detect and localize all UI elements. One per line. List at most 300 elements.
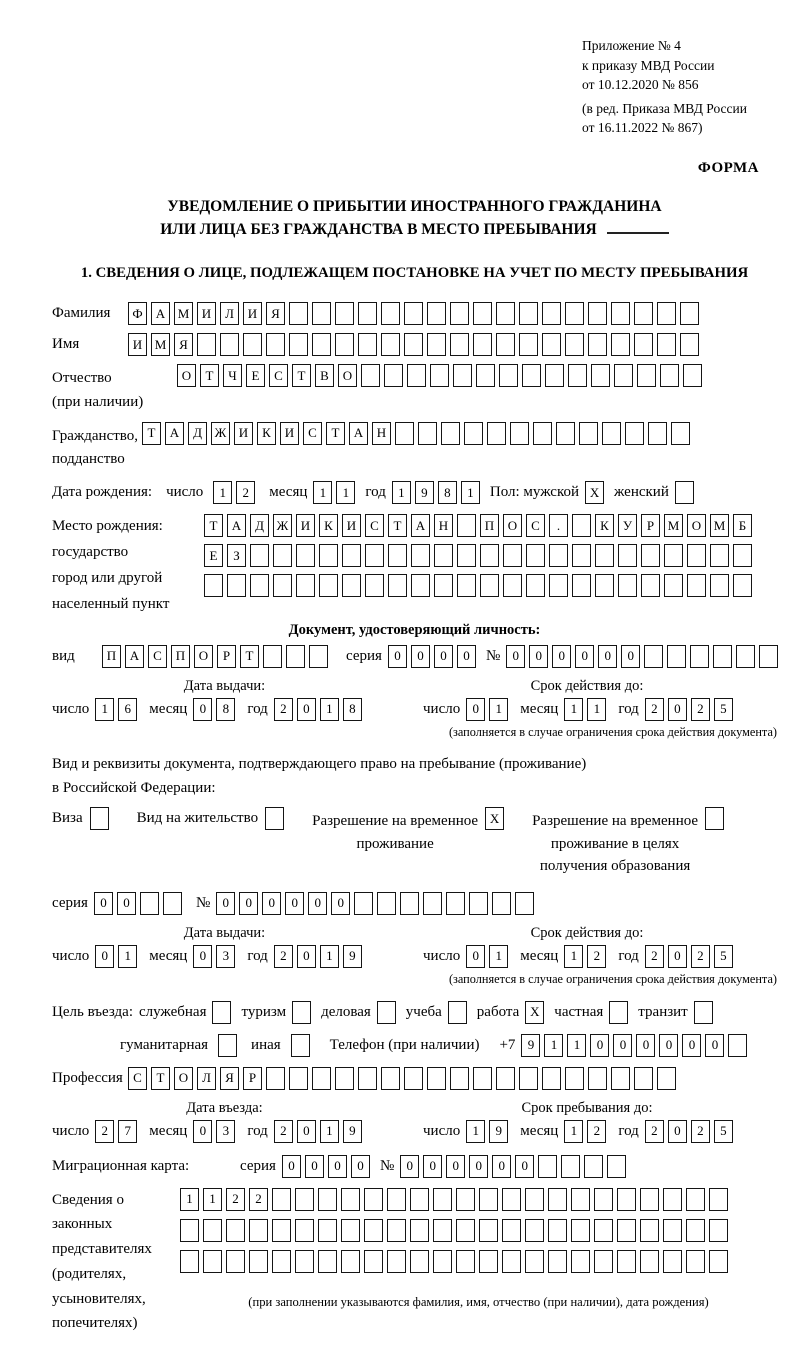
char-cell[interactable]: 2: [236, 481, 255, 504]
char-cell[interactable]: 0: [328, 1155, 347, 1178]
char-cell[interactable]: [648, 422, 667, 445]
char-cell[interactable]: 0: [466, 945, 485, 968]
char-cell[interactable]: У: [618, 514, 637, 537]
char-cell[interactable]: 2: [274, 945, 293, 968]
char-cell[interactable]: 1: [95, 698, 114, 721]
char-cell[interactable]: [364, 1188, 383, 1211]
char-cell[interactable]: [263, 645, 282, 668]
char-cell[interactable]: 5: [714, 945, 733, 968]
char-cell[interactable]: [487, 422, 506, 445]
char-cell[interactable]: [548, 1188, 567, 1211]
char-cell[interactable]: [289, 302, 308, 325]
char-cell[interactable]: [611, 302, 630, 325]
char-cell[interactable]: [456, 1250, 475, 1273]
char-cell[interactable]: [607, 1155, 626, 1178]
char-cell[interactable]: [473, 333, 492, 356]
char-cell[interactable]: М: [664, 514, 683, 537]
char-cell[interactable]: [312, 333, 331, 356]
char-cell[interactable]: 0: [305, 1155, 324, 1178]
char-cell[interactable]: [565, 333, 584, 356]
char-cell[interactable]: 0: [95, 945, 114, 968]
char-cell[interactable]: 1: [544, 1034, 563, 1057]
char-cell[interactable]: С: [269, 364, 288, 387]
char-cell[interactable]: 0: [216, 892, 235, 915]
char-cell[interactable]: [354, 892, 373, 915]
char-cell[interactable]: 0: [506, 645, 525, 668]
char-cell[interactable]: 1: [489, 698, 508, 721]
char-cell[interactable]: 1: [564, 1120, 583, 1143]
char-cell[interactable]: [272, 1188, 291, 1211]
char-cell[interactable]: [545, 364, 564, 387]
char-cell[interactable]: 2: [587, 1120, 606, 1143]
char-cell[interactable]: [197, 333, 216, 356]
char-cell[interactable]: В: [315, 364, 334, 387]
char-cell[interactable]: И: [197, 302, 216, 325]
char-cell[interactable]: [272, 1219, 291, 1242]
char-cell[interactable]: [686, 1219, 705, 1242]
char-cell[interactable]: [342, 574, 361, 597]
char-cell[interactable]: [273, 574, 292, 597]
char-cell[interactable]: [515, 892, 534, 915]
char-cell[interactable]: [286, 645, 305, 668]
char-cell[interactable]: [611, 333, 630, 356]
char-cell[interactable]: 2: [691, 945, 710, 968]
char-cell[interactable]: [309, 645, 328, 668]
char-cell[interactable]: [479, 1219, 498, 1242]
char-cell[interactable]: Т: [151, 1067, 170, 1090]
char-cell[interactable]: 1: [466, 1120, 485, 1143]
char-cell[interactable]: [479, 1188, 498, 1211]
char-cell[interactable]: [657, 1067, 676, 1090]
char-cell[interactable]: 1: [392, 481, 411, 504]
char-cell[interactable]: [341, 1188, 360, 1211]
char-cell[interactable]: [519, 1067, 538, 1090]
char-cell[interactable]: 1: [180, 1188, 199, 1211]
char-cell[interactable]: [549, 574, 568, 597]
char-cell[interactable]: 0: [659, 1034, 678, 1057]
char-cell[interactable]: Н: [434, 514, 453, 537]
char-cell[interactable]: 1: [213, 481, 232, 504]
purpose-business-checkbox[interactable]: [377, 1001, 396, 1024]
char-cell[interactable]: 0: [400, 1155, 419, 1178]
char-cell[interactable]: [250, 574, 269, 597]
char-cell[interactable]: [503, 574, 522, 597]
char-cell[interactable]: 0: [193, 945, 212, 968]
char-cell[interactable]: 0: [590, 1034, 609, 1057]
char-cell[interactable]: [226, 1250, 245, 1273]
sex-female-checkbox[interactable]: [675, 481, 694, 504]
char-cell[interactable]: И: [280, 422, 299, 445]
char-cell[interactable]: И: [128, 333, 147, 356]
char-cell[interactable]: 1: [320, 1120, 339, 1143]
char-cell[interactable]: [450, 1067, 469, 1090]
char-cell[interactable]: [387, 1219, 406, 1242]
char-cell[interactable]: [411, 574, 430, 597]
char-cell[interactable]: Т: [204, 514, 223, 537]
char-cell[interactable]: А: [349, 422, 368, 445]
purpose-work-checkbox[interactable]: X: [525, 1001, 544, 1024]
char-cell[interactable]: С: [365, 514, 384, 537]
char-cell[interactable]: [686, 1188, 705, 1211]
char-cell[interactable]: [496, 302, 515, 325]
char-cell[interactable]: [476, 364, 495, 387]
char-cell[interactable]: [634, 302, 653, 325]
char-cell[interactable]: [404, 1067, 423, 1090]
char-cell[interactable]: [680, 302, 699, 325]
purpose-study-checkbox[interactable]: [448, 1001, 467, 1024]
char-cell[interactable]: [663, 1188, 682, 1211]
char-cell[interactable]: [641, 574, 660, 597]
char-cell[interactable]: 0: [529, 645, 548, 668]
char-cell[interactable]: [295, 1219, 314, 1242]
char-cell[interactable]: [163, 892, 182, 915]
char-cell[interactable]: [549, 544, 568, 567]
char-cell[interactable]: К: [319, 514, 338, 537]
char-cell[interactable]: [572, 544, 591, 567]
char-cell[interactable]: Я: [220, 1067, 239, 1090]
char-cell[interactable]: [469, 892, 488, 915]
char-cell[interactable]: [525, 1250, 544, 1273]
char-cell[interactable]: [457, 514, 476, 537]
char-cell[interactable]: 0: [682, 1034, 701, 1057]
char-cell[interactable]: [410, 1188, 429, 1211]
char-cell[interactable]: [434, 574, 453, 597]
char-cell[interactable]: [473, 302, 492, 325]
char-cell[interactable]: 0: [423, 1155, 442, 1178]
char-cell[interactable]: [710, 544, 729, 567]
char-cell[interactable]: П: [171, 645, 190, 668]
char-cell[interactable]: [713, 645, 732, 668]
char-cell[interactable]: Е: [204, 544, 223, 567]
char-cell[interactable]: [572, 574, 591, 597]
char-cell[interactable]: [519, 333, 538, 356]
char-cell[interactable]: 0: [446, 1155, 465, 1178]
char-cell[interactable]: С: [526, 514, 545, 537]
char-cell[interactable]: 0: [117, 892, 136, 915]
char-cell[interactable]: 5: [714, 698, 733, 721]
char-cell[interactable]: [227, 574, 246, 597]
char-cell[interactable]: Л: [197, 1067, 216, 1090]
char-cell[interactable]: [617, 1188, 636, 1211]
char-cell[interactable]: К: [595, 514, 614, 537]
char-cell[interactable]: 0: [434, 645, 453, 668]
char-cell[interactable]: И: [234, 422, 253, 445]
char-cell[interactable]: З: [227, 544, 246, 567]
char-cell[interactable]: 0: [575, 645, 594, 668]
char-cell[interactable]: [687, 544, 706, 567]
char-cell[interactable]: [377, 892, 396, 915]
char-cell[interactable]: 1: [564, 698, 583, 721]
char-cell[interactable]: [686, 1250, 705, 1273]
char-cell[interactable]: [584, 1155, 603, 1178]
temp-residence-education-checkbox[interactable]: [705, 807, 724, 830]
char-cell[interactable]: [361, 364, 380, 387]
char-cell[interactable]: [618, 544, 637, 567]
char-cell[interactable]: 2: [645, 1120, 664, 1143]
char-cell[interactable]: [381, 1067, 400, 1090]
char-cell[interactable]: [594, 1188, 613, 1211]
char-cell[interactable]: [335, 302, 354, 325]
char-cell[interactable]: [595, 544, 614, 567]
char-cell[interactable]: 0: [466, 698, 485, 721]
char-cell[interactable]: [594, 1219, 613, 1242]
char-cell[interactable]: М: [151, 333, 170, 356]
char-cell[interactable]: 1: [203, 1188, 222, 1211]
char-cell[interactable]: 0: [469, 1155, 488, 1178]
char-cell[interactable]: 0: [282, 1155, 301, 1178]
purpose-transit-checkbox[interactable]: [694, 1001, 713, 1024]
char-cell[interactable]: [709, 1250, 728, 1273]
char-cell[interactable]: 0: [668, 1120, 687, 1143]
char-cell[interactable]: [538, 1155, 557, 1178]
char-cell[interactable]: [664, 574, 683, 597]
char-cell[interactable]: О: [174, 1067, 193, 1090]
char-cell[interactable]: [180, 1250, 199, 1273]
char-cell[interactable]: [568, 364, 587, 387]
char-cell[interactable]: [433, 1250, 452, 1273]
char-cell[interactable]: [388, 544, 407, 567]
char-cell[interactable]: [249, 1219, 268, 1242]
char-cell[interactable]: [479, 1250, 498, 1273]
char-cell[interactable]: 1: [489, 945, 508, 968]
char-cell[interactable]: [319, 574, 338, 597]
char-cell[interactable]: [733, 544, 752, 567]
purpose-humanitarian-checkbox[interactable]: [218, 1034, 237, 1057]
char-cell[interactable]: Р: [217, 645, 236, 668]
char-cell[interactable]: 1: [564, 945, 583, 968]
char-cell[interactable]: [204, 574, 223, 597]
char-cell[interactable]: А: [227, 514, 246, 537]
char-cell[interactable]: 2: [226, 1188, 245, 1211]
char-cell[interactable]: Ч: [223, 364, 242, 387]
char-cell[interactable]: [395, 422, 414, 445]
char-cell[interactable]: [427, 1067, 446, 1090]
char-cell[interactable]: Т: [240, 645, 259, 668]
char-cell[interactable]: 7: [118, 1120, 137, 1143]
visa-checkbox[interactable]: [90, 807, 109, 830]
char-cell[interactable]: [430, 364, 449, 387]
char-cell[interactable]: [709, 1219, 728, 1242]
char-cell[interactable]: 0: [193, 1120, 212, 1143]
char-cell[interactable]: 9: [343, 1120, 362, 1143]
char-cell[interactable]: 8: [343, 698, 362, 721]
char-cell[interactable]: [640, 1250, 659, 1273]
char-cell[interactable]: [273, 544, 292, 567]
char-cell[interactable]: К: [257, 422, 276, 445]
char-cell[interactable]: 0: [297, 1120, 316, 1143]
char-cell[interactable]: [342, 544, 361, 567]
char-cell[interactable]: [503, 544, 522, 567]
char-cell[interactable]: [571, 1188, 590, 1211]
char-cell[interactable]: Т: [200, 364, 219, 387]
char-cell[interactable]: [250, 544, 269, 567]
char-cell[interactable]: П: [480, 514, 499, 537]
char-cell[interactable]: [457, 544, 476, 567]
char-cell[interactable]: 1: [336, 481, 355, 504]
char-cell[interactable]: [525, 1219, 544, 1242]
char-cell[interactable]: [664, 544, 683, 567]
char-cell[interactable]: [634, 1067, 653, 1090]
char-cell[interactable]: [410, 1219, 429, 1242]
char-cell[interactable]: 5: [714, 1120, 733, 1143]
char-cell[interactable]: 0: [515, 1155, 534, 1178]
char-cell[interactable]: [602, 422, 621, 445]
char-cell[interactable]: Д: [250, 514, 269, 537]
char-cell[interactable]: [433, 1219, 452, 1242]
char-cell[interactable]: [657, 302, 676, 325]
purpose-official-checkbox[interactable]: [212, 1001, 231, 1024]
char-cell[interactable]: 2: [691, 698, 710, 721]
char-cell[interactable]: [660, 364, 679, 387]
char-cell[interactable]: [496, 1067, 515, 1090]
char-cell[interactable]: 1: [313, 481, 332, 504]
char-cell[interactable]: С: [148, 645, 167, 668]
char-cell[interactable]: [640, 1188, 659, 1211]
char-cell[interactable]: 0: [297, 945, 316, 968]
char-cell[interactable]: [641, 544, 660, 567]
char-cell[interactable]: [226, 1219, 245, 1242]
char-cell[interactable]: 2: [249, 1188, 268, 1211]
char-cell[interactable]: 2: [645, 698, 664, 721]
char-cell[interactable]: [519, 302, 538, 325]
char-cell[interactable]: [407, 364, 426, 387]
char-cell[interactable]: [433, 1188, 452, 1211]
char-cell[interactable]: [295, 1250, 314, 1273]
char-cell[interactable]: [510, 422, 529, 445]
char-cell[interactable]: [365, 544, 384, 567]
char-cell[interactable]: 0: [94, 892, 113, 915]
char-cell[interactable]: А: [165, 422, 184, 445]
char-cell[interactable]: [710, 574, 729, 597]
char-cell[interactable]: О: [177, 364, 196, 387]
char-cell[interactable]: [457, 574, 476, 597]
char-cell[interactable]: [418, 422, 437, 445]
char-cell[interactable]: [687, 574, 706, 597]
char-cell[interactable]: М: [174, 302, 193, 325]
char-cell[interactable]: [617, 1250, 636, 1273]
char-cell[interactable]: [446, 892, 465, 915]
char-cell[interactable]: 0: [411, 645, 430, 668]
char-cell[interactable]: [450, 333, 469, 356]
char-cell[interactable]: [220, 333, 239, 356]
char-cell[interactable]: [335, 1067, 354, 1090]
char-cell[interactable]: 2: [95, 1120, 114, 1143]
char-cell[interactable]: [387, 1250, 406, 1273]
char-cell[interactable]: 0: [331, 892, 350, 915]
char-cell[interactable]: 8: [438, 481, 457, 504]
char-cell[interactable]: [318, 1219, 337, 1242]
char-cell[interactable]: [657, 333, 676, 356]
char-cell[interactable]: [441, 422, 460, 445]
char-cell[interactable]: 0: [239, 892, 258, 915]
char-cell[interactable]: [358, 302, 377, 325]
purpose-tourism-checkbox[interactable]: [292, 1001, 311, 1024]
char-cell[interactable]: 1: [461, 481, 480, 504]
char-cell[interactable]: 6: [118, 698, 137, 721]
char-cell[interactable]: [611, 1067, 630, 1090]
char-cell[interactable]: [617, 1219, 636, 1242]
char-cell[interactable]: [384, 364, 403, 387]
char-cell[interactable]: Б: [733, 514, 752, 537]
char-cell[interactable]: [634, 333, 653, 356]
char-cell[interactable]: [671, 422, 690, 445]
char-cell[interactable]: И: [342, 514, 361, 537]
char-cell[interactable]: 0: [621, 645, 640, 668]
char-cell[interactable]: [358, 333, 377, 356]
char-cell[interactable]: [542, 333, 561, 356]
char-cell[interactable]: [588, 1067, 607, 1090]
char-cell[interactable]: .: [549, 514, 568, 537]
char-cell[interactable]: [736, 645, 755, 668]
char-cell[interactable]: [423, 892, 442, 915]
char-cell[interactable]: 0: [308, 892, 327, 915]
char-cell[interactable]: [644, 645, 663, 668]
char-cell[interactable]: 0: [613, 1034, 632, 1057]
char-cell[interactable]: 0: [297, 698, 316, 721]
char-cell[interactable]: И: [296, 514, 315, 537]
temp-residence-checkbox[interactable]: X: [485, 807, 504, 830]
char-cell[interactable]: [571, 1250, 590, 1273]
char-cell[interactable]: [266, 333, 285, 356]
char-cell[interactable]: 1: [567, 1034, 586, 1057]
char-cell[interactable]: [341, 1219, 360, 1242]
char-cell[interactable]: [667, 645, 686, 668]
char-cell[interactable]: [464, 422, 483, 445]
char-cell[interactable]: 0: [193, 698, 212, 721]
char-cell[interactable]: [249, 1250, 268, 1273]
char-cell[interactable]: 0: [262, 892, 281, 915]
char-cell[interactable]: 0: [705, 1034, 724, 1057]
char-cell[interactable]: [456, 1219, 475, 1242]
char-cell[interactable]: 0: [388, 645, 407, 668]
char-cell[interactable]: О: [194, 645, 213, 668]
char-cell[interactable]: 0: [552, 645, 571, 668]
char-cell[interactable]: 0: [636, 1034, 655, 1057]
char-cell[interactable]: [411, 544, 430, 567]
char-cell[interactable]: [434, 544, 453, 567]
char-cell[interactable]: [625, 422, 644, 445]
char-cell[interactable]: М: [710, 514, 729, 537]
char-cell[interactable]: [289, 333, 308, 356]
char-cell[interactable]: 9: [343, 945, 362, 968]
char-cell[interactable]: Е: [246, 364, 265, 387]
char-cell[interactable]: [400, 892, 419, 915]
char-cell[interactable]: О: [338, 364, 357, 387]
char-cell[interactable]: [364, 1250, 383, 1273]
char-cell[interactable]: 0: [668, 945, 687, 968]
char-cell[interactable]: [387, 1188, 406, 1211]
char-cell[interactable]: 3: [216, 945, 235, 968]
char-cell[interactable]: 1: [320, 698, 339, 721]
char-cell[interactable]: [289, 1067, 308, 1090]
char-cell[interactable]: [492, 892, 511, 915]
char-cell[interactable]: [203, 1250, 222, 1273]
char-cell[interactable]: [663, 1250, 682, 1273]
char-cell[interactable]: [453, 364, 472, 387]
char-cell[interactable]: О: [503, 514, 522, 537]
char-cell[interactable]: А: [151, 302, 170, 325]
char-cell[interactable]: 1: [587, 698, 606, 721]
char-cell[interactable]: [640, 1219, 659, 1242]
char-cell[interactable]: Я: [174, 333, 193, 356]
char-cell[interactable]: 2: [274, 698, 293, 721]
char-cell[interactable]: 0: [351, 1155, 370, 1178]
char-cell[interactable]: [561, 1155, 580, 1178]
char-cell[interactable]: [456, 1188, 475, 1211]
char-cell[interactable]: [318, 1188, 337, 1211]
char-cell[interactable]: Д: [188, 422, 207, 445]
char-cell[interactable]: [364, 1219, 383, 1242]
